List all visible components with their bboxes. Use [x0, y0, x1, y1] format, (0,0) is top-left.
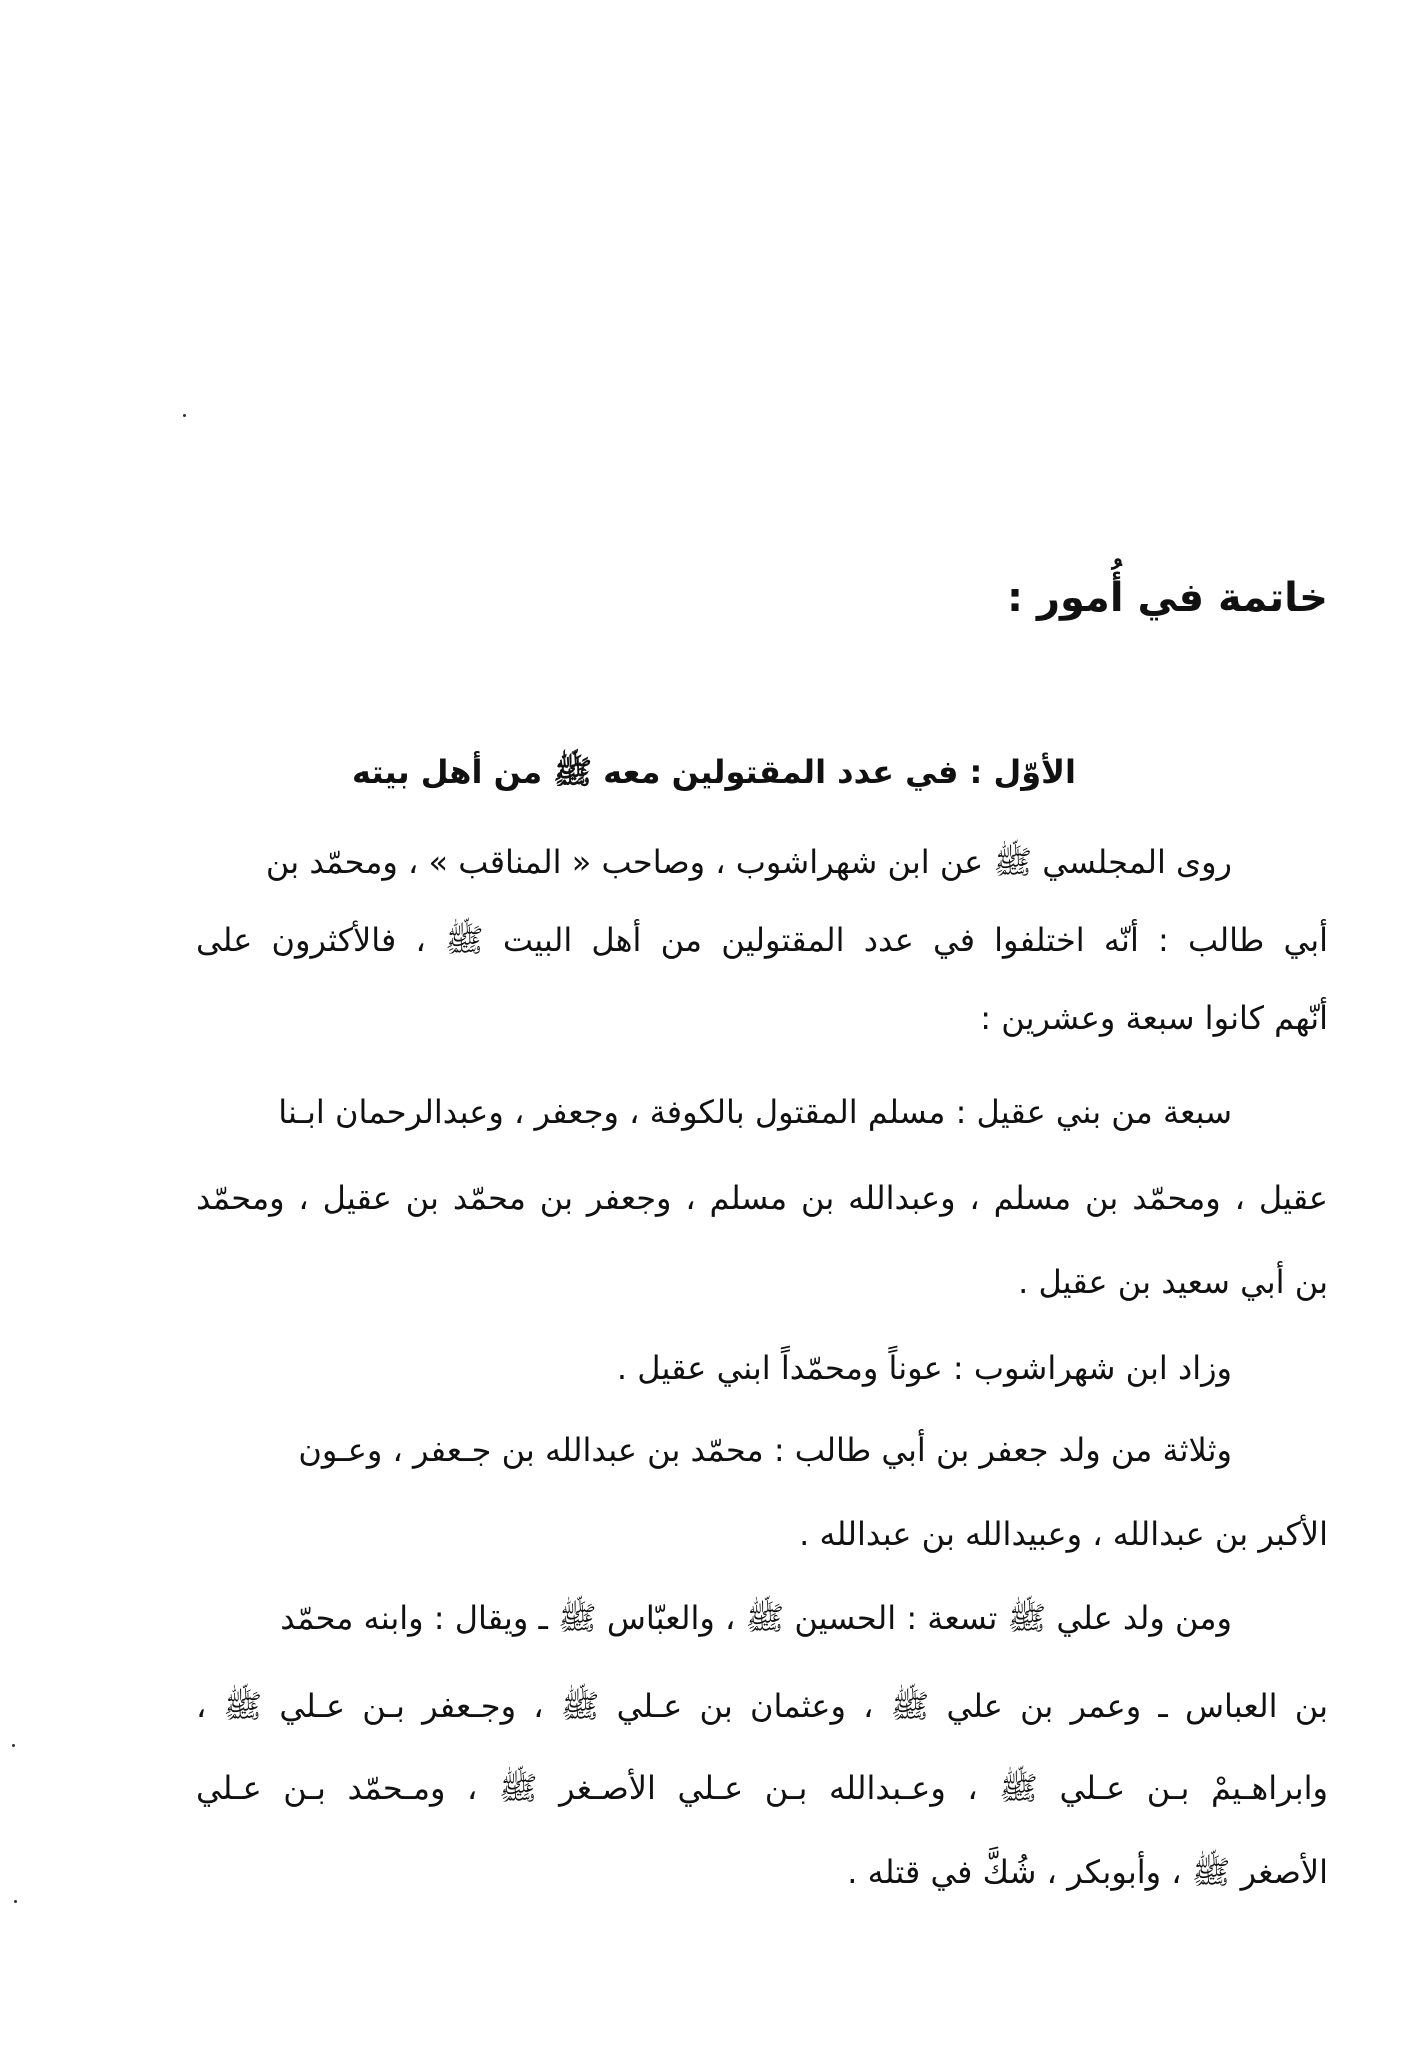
paragraph-2-line-1: سبعة من بني عقيل : مسلم المقتول بالكوفة ، وجعفر ، وعبدالرحمان ابـنا	[278, 1093, 1232, 1131]
paragraph-5-line-2: بن العباس ـ وعمر بن علي ﷺ ، وعثمان بن عـلي ﷺ ، وجـعفر بـن عـلي ﷺ ،	[196, 1687, 1328, 1725]
section-subheading: الأوّل : في عدد المقتولين معه ﷺ من أهل بيته	[352, 753, 1076, 791]
paragraph-1-line-1: روى المجلسي ﷺ عن ابن شهراشوب ، وصاحب « المناقب » ، ومحمّد بن	[265, 843, 1232, 881]
paragraph-2-line-3: بن أبي سعيد بن عقيل .	[1018, 1263, 1328, 1301]
paragraph-2-line-2: عقيل ، ومحمّد بن مسلم ، وعبدالله بن مسلم ، وجعفر بن محمّد بن عقيل ، ومحمّد	[196, 1179, 1328, 1217]
paragraph-3-line-1: وزاد ابن شهراشوب : عوناً ومحمّداً ابني عقيل .	[616, 1349, 1232, 1387]
scan-speck	[183, 414, 186, 417]
scan-speck	[14, 1900, 17, 1903]
paragraph-5-line-1: ومن ولد علي ﷺ تسعة : الحسين ﷺ ، والعبّاس ﷺ ـ ويقال : وابنه محمّد	[280, 1599, 1232, 1637]
scan-speck	[12, 1744, 15, 1747]
paragraph-4-line-1: وثلاثة من ولد جعفر بن أبي طالب : محمّد بن عبدالله بن جـعفر ، وعـون	[298, 1431, 1232, 1469]
paragraph-1-line-3: أنّهم كانوا سبعة وعشرين :	[980, 999, 1328, 1037]
paragraph-1-line-2: أبي طالب : أنّه اختلفوا في عدد المقتولين من أهل البيت ﷺ ، فالأكثرون على	[196, 921, 1328, 959]
paragraph-5-line-3: وابراهـيمْ بـن عـلي ﷺ ، وعـبدالله بـن عـلي الأصـغر ﷺ ، ومـحمّد بـن عـلي	[196, 1769, 1328, 1807]
paragraph-5-line-4: الأصغر ﷺ ، وأبوبكر ، شُكَّ في قتله .	[847, 1853, 1328, 1891]
section-heading: خاتمة في أُمور :	[1007, 575, 1328, 621]
paragraph-4-line-2: الأكبر بن عبدالله ، وعبيدالله بن عبدالله .	[799, 1515, 1328, 1553]
